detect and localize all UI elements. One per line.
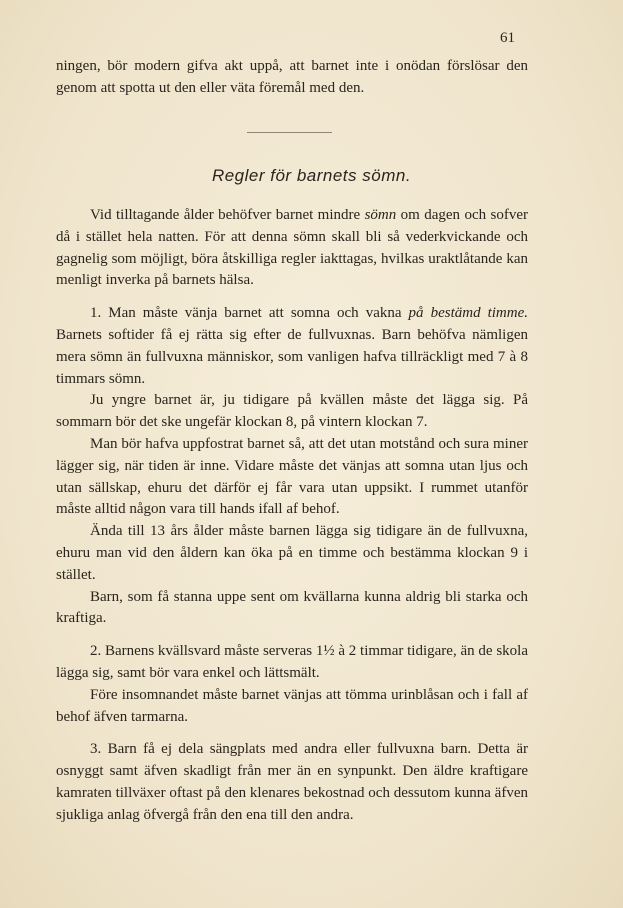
rule-1-paragraph-2: Ju yngre barnet är, ju tidigare på kvällen måste det lägga sig. På sommarn bör det ske ungefär klockan 8, på vintern klockan 7. xyxy=(56,392,528,431)
rule-1-paragraph xyxy=(56,303,528,390)
section-intro-emphasis: sömn xyxy=(364,207,397,223)
rule-1-text: 1. Man måste vänja barnet att somna och vakna xyxy=(90,305,409,322)
rule-2-paragraph: 2. Barnens kvällsvard måste serveras 1½ à 2 timmar tidigare, än de skola lägga sig, samt bör vara enkel och lättsmält. xyxy=(56,643,528,681)
section-intro-paragraph xyxy=(56,205,528,292)
rule-1-emphasis: på bestämd timme. xyxy=(408,305,528,322)
section-intro-text-end: om dagen och sofver då i stället hela natten. För att denna sömn skall bli så vederkvickande och gagnelig som möjligt, böra åtskilliga regler iakttagas, hvilkas uraktlåtande kan menligt inverka på barnets hälsa. xyxy=(56,207,528,289)
rule-1-text-end: Barnets softider få ej rätta sig efter de fullvuxnas. Barn behöfva nämligen mera sömn än fullvuxna människor, som vanligen hafva tillräckligt med 7 à 8 timmars sömn. xyxy=(56,326,528,387)
rule-1-paragraph-4: Ända till 13 års ålder måste barnen lägga sig tidigare än de fullvuxna, ehuru man vid den åldern kan öka på en timme och bestämma klockan 9 i stället. xyxy=(56,523,528,583)
intro-paragraph: ningen, bör modern gifva akt uppå, att barnet inte i onödan förslösar den genom att spotta ut den eller väta föremål med den. xyxy=(56,58,528,96)
page-number: 61 xyxy=(500,30,515,46)
rule-2-paragraph-2: Före insomnandet måste barnet vänjas att tömma urinblåsan och i fall af behof äfven tarmarna. xyxy=(56,686,528,725)
section-heading: Regler för barnets sömn. xyxy=(211,166,412,185)
rule-3-paragraph: 3. Barn få ej dela sängplats med andra eller fullvuxna barn. Detta är osnyggt samt äfven skadligt från mer än en synpunkt. Den äldre kraftigare kamraten tillväxer oftast på den klenares bekostnad och dessutom kunna äfven sjukliga anlag öfvergå från den ena till den andra. xyxy=(56,741,528,823)
section-body xyxy=(56,205,528,827)
section-divider xyxy=(247,132,332,133)
rule-1-paragraph-3: Man bör hafva uppfostrat barnet så, att det utan motstånd och sura miner lägger sig, när tiden är inne. Vidare måste det vänjas att somna utan ljus och utan sällskap, ehuru det därför ej får vara utan uppsikt. I rummet utanför måste alltid någon vara till hands ifall af behof. xyxy=(56,435,528,518)
section-intro-text: Vid tilltagande ålder behöfver barnet mindre xyxy=(90,207,365,223)
rule-1-paragraph-5: Barn, som få stanna uppe sent om kvällarna kunna aldrig bli starka och kraftiga. xyxy=(56,588,528,627)
intro-block xyxy=(56,56,528,100)
